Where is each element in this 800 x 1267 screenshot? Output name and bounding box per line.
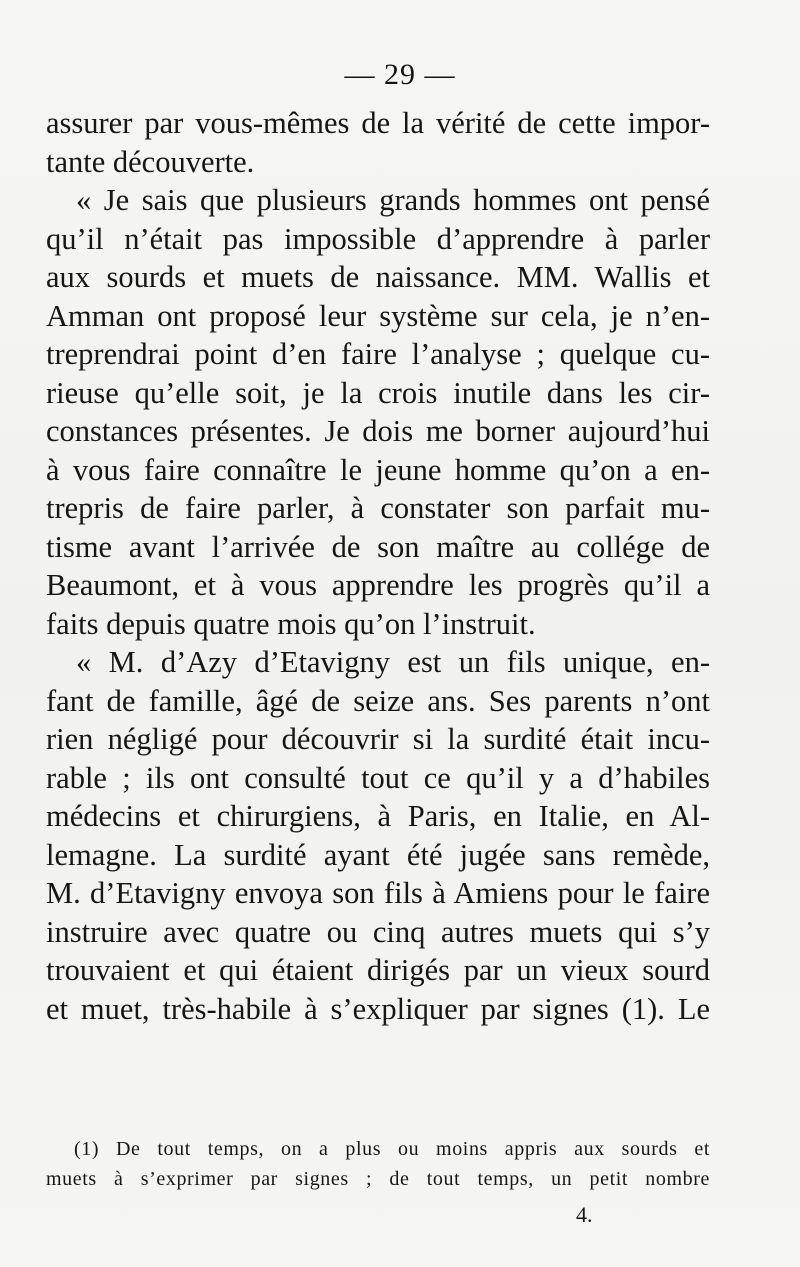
text-line: faits depuis quatre mois qu’on l’instruit. bbox=[46, 606, 536, 641]
footnote bbox=[46, 1134, 710, 1194]
text-line: lemagne. La surdité ayant été jugée sans remède, bbox=[46, 837, 710, 872]
text-line: constances présentes. Je dois me borner aujourd’hui bbox=[46, 414, 710, 448]
text-line: qu’il n’était pas impossible d’apprendre à parler bbox=[46, 221, 710, 256]
text-line: « Je sais que plusieurs grands hommes ont pensé bbox=[76, 183, 710, 217]
text-line: à vous faire connaître le jeune homme qu’on a en- bbox=[46, 452, 710, 487]
text-line: tante découverte. bbox=[46, 144, 255, 179]
text-line: et muet, très-habile à s’expliquer par signes (1). Le bbox=[46, 991, 710, 1026]
text-line: « M. d’Azy d’Etavigny est un fils unique, en- bbox=[76, 645, 710, 679]
footnote-line: muets à s’exprimer par signes ; de tout temps, un petit nombre bbox=[46, 1168, 710, 1190]
text-line: médecins et chirurgiens, à Paris, en Italie, en Al- bbox=[46, 799, 710, 833]
text-line: assurer par vous-mêmes de la vérité de cette impor- bbox=[46, 106, 710, 140]
text-line: Amman ont proposé leur système sur cela, je n’en- bbox=[46, 298, 710, 333]
text-line: Beaumont, et à vous apprendre les progrès qu’il a bbox=[46, 568, 710, 602]
text-line: rieuse qu’elle soit, je la crois inutile dans les cir- bbox=[46, 375, 710, 410]
text-line: rien négligé pour découvrir si la surdité était incu- bbox=[46, 722, 710, 756]
text-line: tisme avant l’arrivée de son maître au collége de bbox=[46, 529, 710, 564]
text-line: aux sourds et muets de naissance. MM. Wallis et bbox=[46, 260, 710, 294]
text-line: rable ; ils ont consulté tout ce qu’il y a d’habiles bbox=[46, 760, 710, 795]
text-line: trepris de faire parler, à constater son parfait mu- bbox=[46, 491, 710, 525]
text-line: trouvaient et qui étaient dirigés par un vieux sourd bbox=[46, 953, 710, 987]
signature-mark: 4. bbox=[576, 1202, 593, 1227]
text-line: M. d’Etavigny envoya son fils à Amiens pour le faire bbox=[46, 876, 710, 910]
footnote-line: (1) De tout temps, on a plus ou moins appris aux sourds et bbox=[74, 1138, 710, 1160]
body-text bbox=[46, 104, 710, 1028]
text-line: treprendrai point d’en faire l’analyse ; quelque cu- bbox=[46, 337, 710, 371]
text-line: instruire avec quatre ou cinq autres muets qui s’y bbox=[46, 914, 710, 949]
page-number: — 29 — bbox=[344, 58, 456, 91]
text-line: fant de famille, âgé de seize ans. Ses parents n’ont bbox=[46, 683, 710, 718]
